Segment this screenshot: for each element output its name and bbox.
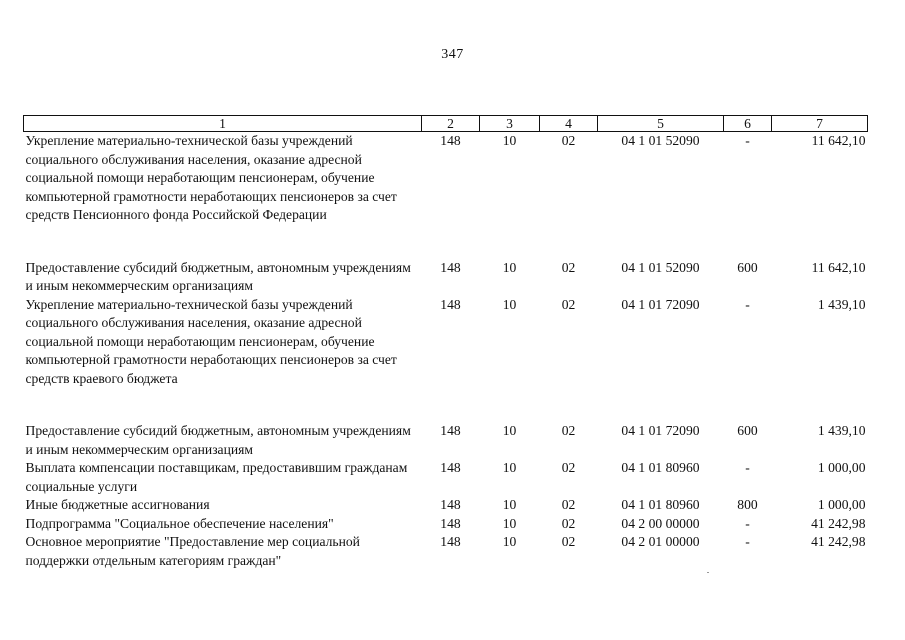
row-col-6: 600 xyxy=(737,423,758,438)
row-name: Выплата компенсации поставщикам, предоставившим гражданам социальные услуги xyxy=(25,460,408,494)
row-col-5: 04 1 01 80960 xyxy=(621,497,700,512)
row-col-4: 02 xyxy=(561,460,576,475)
row-col-3: 10 xyxy=(502,460,517,475)
row-col-7: 11 642,10 xyxy=(811,259,866,275)
table-row xyxy=(24,422,868,459)
table-row xyxy=(24,132,868,259)
row-col-6: - xyxy=(745,133,750,148)
row-col-5: 04 2 01 00000 xyxy=(621,534,700,549)
row-col-2: 148 xyxy=(440,497,461,512)
budget-table xyxy=(23,115,868,570)
row-col-6: 800 xyxy=(737,497,758,512)
row-col-4: 02 xyxy=(561,259,576,275)
table-row xyxy=(24,533,868,570)
row-col-2: 148 xyxy=(440,534,461,549)
table-row xyxy=(24,459,868,496)
scan-speck xyxy=(707,572,709,573)
row-name: Укрепление материально-технической базы учреждений социального обслуживания населения, оказание адресной социальной помощи неработающим пенсионерам, обучение компьютерной грамотности неработающих пенсионеров за счет средств краевого бюджета xyxy=(25,296,397,386)
row-col-7: 41 242,98 xyxy=(811,534,866,549)
row-col-4: 02 xyxy=(561,296,576,312)
row-col-2: 148 xyxy=(440,259,461,275)
row-col-5: 04 1 01 80960 xyxy=(621,460,700,475)
row-name: Основное мероприятие "Предоставление мер социальной поддержки отдельным категориям граждан" xyxy=(25,534,360,568)
row-col-2: 148 xyxy=(440,296,461,312)
header-col-1: 1 xyxy=(24,116,422,132)
table-row xyxy=(24,515,868,534)
row-col-7: 1 439,10 xyxy=(817,423,866,438)
row-col-4: 02 xyxy=(561,423,576,438)
row-col-4: 02 xyxy=(561,534,576,549)
row-col-5: 04 1 01 72090 xyxy=(621,423,700,438)
row-col-3: 10 xyxy=(502,296,517,312)
row-col-4: 02 xyxy=(561,515,576,531)
row-col-6: - xyxy=(745,296,750,312)
row-col-6: - xyxy=(745,460,750,475)
header-col-2: 2 xyxy=(422,116,480,132)
row-col-5: 04 1 01 52090 xyxy=(621,259,700,275)
row-col-3: 10 xyxy=(502,423,517,438)
row-col-4: 02 xyxy=(561,497,576,512)
row-col-3: 10 xyxy=(502,259,517,275)
row-col-2: 148 xyxy=(440,133,461,148)
row-col-5: 04 1 01 72090 xyxy=(621,296,700,312)
row-name: Укрепление материально-технической базы учреждений социального обслуживания населения, оказание адресной социальной помощи неработающим пенсионерам, обучение компьютерной грамотности неработающих пенсионеров за счет средств Пенсионного фонда Российской Федерации xyxy=(25,133,397,222)
table-row xyxy=(24,296,868,423)
row-col-3: 10 xyxy=(502,515,517,531)
row-col-2: 148 xyxy=(440,460,461,475)
page-number: 347 xyxy=(441,47,464,62)
row-name: Предоставление субсидий бюджетным, автономным учреждениям и иным некоммерческим организациям xyxy=(25,423,411,457)
row-col-6: - xyxy=(745,515,750,531)
row-col-3: 10 xyxy=(502,133,517,148)
header-col-3: 3 xyxy=(480,116,540,132)
header-col-4: 4 xyxy=(540,116,598,132)
row-col-7: 11 642,10 xyxy=(811,133,866,148)
row-col-5: 04 2 00 00000 xyxy=(621,515,700,531)
row-col-2: 148 xyxy=(440,515,461,531)
row-col-2: 148 xyxy=(440,423,461,438)
row-col-7: 41 242,98 xyxy=(811,515,866,531)
row-name: Подпрограмма "Социальное обеспечение населения" xyxy=(25,515,334,531)
row-col-3: 10 xyxy=(502,497,517,512)
row-col-7: 1 000,00 xyxy=(817,460,866,475)
header-col-5: 5 xyxy=(598,116,724,132)
table-row xyxy=(24,259,868,296)
row-col-7: 1 000,00 xyxy=(817,497,866,512)
row-col-4: 02 xyxy=(561,133,576,148)
row-col-7: 1 439,10 xyxy=(817,296,866,312)
header-col-6: 6 xyxy=(724,116,772,132)
row-name: Иные бюджетные ассигнования xyxy=(25,497,210,512)
row-col-5: 04 1 01 52090 xyxy=(621,133,700,148)
row-col-3: 10 xyxy=(502,534,517,549)
row-name: Предоставление субсидий бюджетным, автономным учреждениям и иным некоммерческим организациям xyxy=(25,259,411,293)
header-col-7: 7 xyxy=(772,116,868,132)
row-col-6: - xyxy=(745,534,750,549)
row-col-6: 600 xyxy=(737,259,758,275)
table-row xyxy=(24,496,868,515)
table-header-row xyxy=(24,116,868,132)
